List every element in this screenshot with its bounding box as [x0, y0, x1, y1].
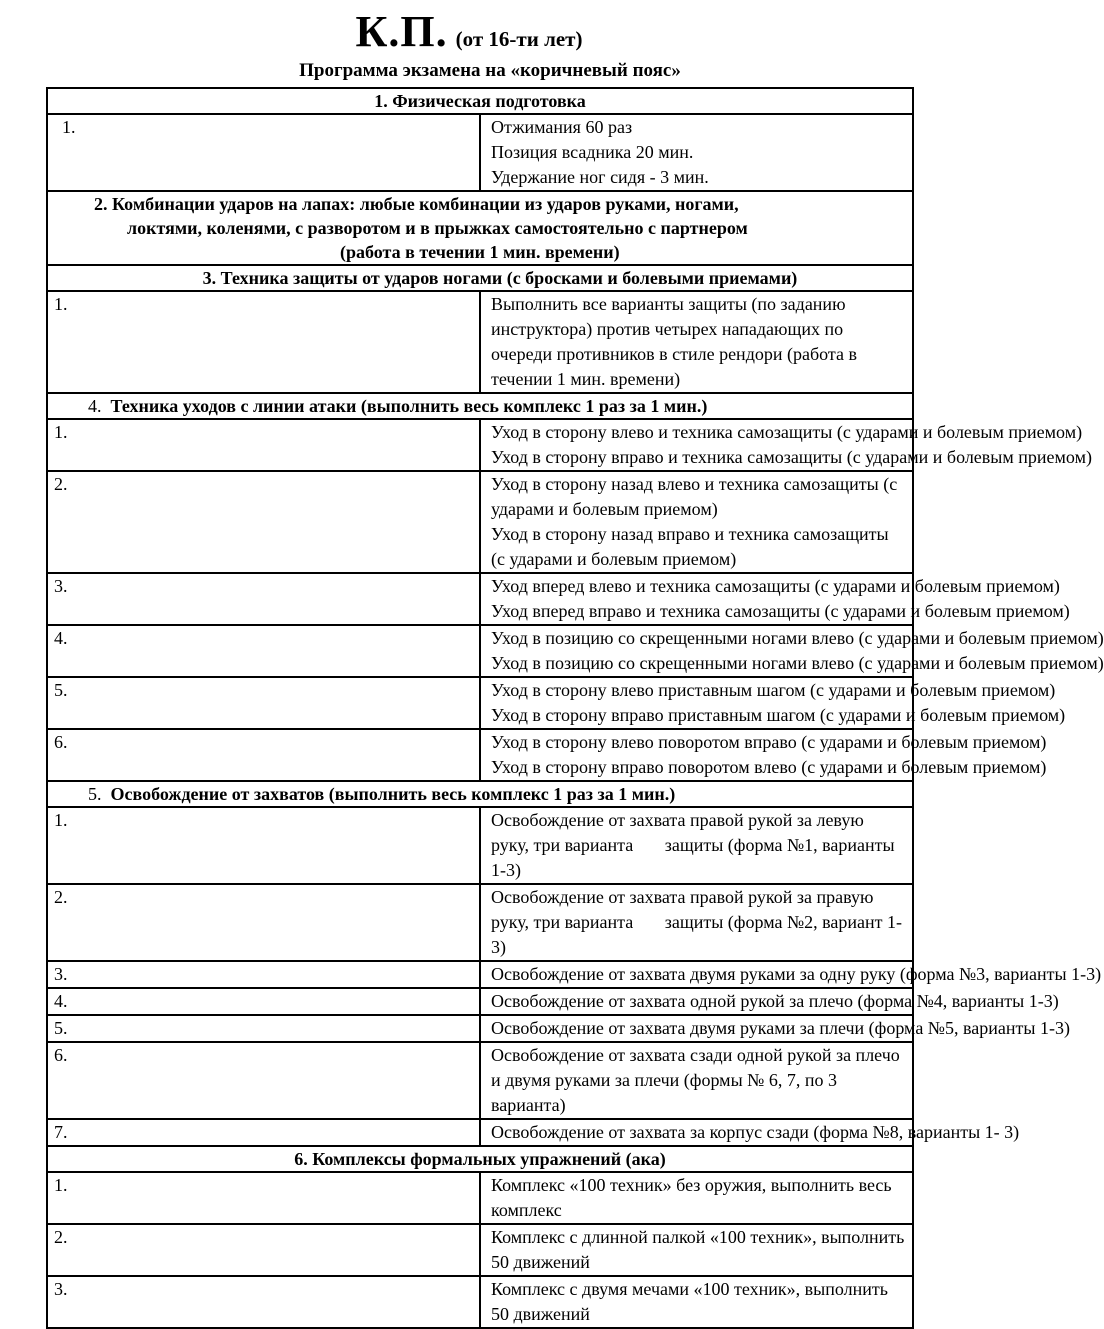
row-number: 3. — [47, 961, 480, 988]
row-text: Комплекс с длинной палкой «100 техник», выполнить 50 движений — [480, 1224, 913, 1276]
section-number: 4. — [88, 396, 102, 416]
section-title — [47, 191, 913, 265]
row-number: 2. — [47, 884, 480, 961]
page-subtitle: Программа экзамена на «коричневый пояс» — [299, 60, 681, 81]
row-number: 1. — [47, 807, 480, 884]
row-text: Освобождение от захвата правой рукой за правую руку, три варианта защиты (форма №2, вариант 1-3) — [480, 884, 913, 961]
table-row — [47, 1119, 913, 1146]
row-line: Позиция всадника 20 мин. — [491, 142, 694, 162]
row-text: Освобождение от захвата правой рукой за левую руку, три варианта защиты (форма №1, варианты 1-3) — [480, 807, 913, 884]
table-row — [47, 625, 913, 677]
section-header — [47, 88, 913, 114]
row-number: 1. — [47, 291, 480, 393]
row-text: Освобождение от захвата двумя руками за плечи (форма №5, варианты 1-3) — [480, 1015, 913, 1042]
table-row — [47, 1172, 913, 1224]
row-text: Комплекс «100 техник» без оружия, выполнить весь комплекс — [480, 1172, 913, 1224]
table-row — [47, 291, 913, 393]
section-title — [47, 393, 913, 419]
row-text: Выполнить все варианты защиты (по заданию инструктора) против четырех нападающих по очереди противников в стиле рендори (работа в течении 1 мин. времени) — [480, 291, 913, 393]
row-text — [480, 625, 1104, 677]
row-number: 5. — [47, 1015, 480, 1042]
row-line: Уход в сторону вправо поворотом влево (с ударами и болевым приемом) — [491, 757, 1047, 777]
section-title: 3. Техника защиты от ударов ногами (с бросками и болевыми приемами) — [47, 265, 913, 291]
row-number: 2. — [47, 471, 480, 573]
row-line: Уход в позицию со скрещенными ногами влево (с ударами и болевым приемом) — [491, 653, 1104, 673]
row-text: Освобождение от захвата сзади одной рукой за плечо и двумя руками за плечи (формы № 6, 7, по 3 варианта) — [480, 1042, 913, 1119]
section-header — [47, 781, 913, 807]
section-header — [47, 265, 913, 291]
row-text: Комплекс с двумя мечами «100 техник», выполнить 50 движений — [480, 1276, 913, 1328]
row-number: 3. — [47, 573, 480, 625]
table-row — [47, 729, 913, 781]
table-row — [47, 573, 913, 625]
row-number: 5. — [47, 677, 480, 729]
section-title-text: Освобождение от захватов (выполнить весь комплекс 1 раз за 1 мин.) — [110, 784, 676, 804]
row-number: 1. — [47, 114, 480, 191]
table-row — [47, 677, 913, 729]
table-row — [47, 988, 913, 1015]
section-title: 1. Физическая подготовка — [47, 88, 913, 114]
table-row — [47, 1015, 913, 1042]
row-text — [480, 573, 1070, 625]
row-number: 6. — [47, 729, 480, 781]
section-title-line: 2. Комбинации ударов на лапах: любые комбинации из ударов руками, ногами, — [94, 194, 739, 214]
section-title — [47, 781, 913, 807]
table-row — [47, 1224, 913, 1276]
table-row — [47, 807, 913, 884]
row-text — [480, 114, 913, 191]
table-row — [47, 114, 913, 191]
row-number: 4. — [47, 625, 480, 677]
row-line: Уход вперед вправо и техника самозащиты (с ударами и болевым приемом) — [491, 601, 1070, 621]
row-text: Освобождение от захвата одной рукой за плечо (форма №4, варианты 1-3) — [480, 988, 913, 1015]
row-text — [480, 471, 913, 573]
section-header — [47, 191, 913, 265]
age-note: (от 16-ти лет) — [455, 27, 583, 51]
row-number: 7. — [47, 1119, 480, 1146]
row-line: Уход в сторону вправо и техника самозащиты (с ударами и болевым приемом) — [491, 447, 1092, 467]
row-number: 2. — [47, 1224, 480, 1276]
row-line: Уход в сторону влево поворотом вправо (с ударами и болевым приемом) — [491, 732, 1047, 752]
row-text: Освобождение от захвата двумя руками за одну руку (форма №3, варианты 1-3) — [480, 961, 913, 988]
row-line: Уход в сторону назад вправо и техника самозащиты (с ударами и болевым приемом) — [491, 524, 889, 569]
table-row — [47, 419, 913, 471]
row-line: Уход в сторону влево и техника самозащиты (с ударами и болевым приемом) — [491, 422, 1083, 442]
row-line: Уход в сторону влево приставным шагом (с ударами и болевым приемом) — [491, 680, 1056, 700]
row-number: 1. — [47, 1172, 480, 1224]
row-line: Уход в сторону назад влево и техника самозащиты (с ударами и болевым приемом) — [491, 474, 898, 519]
section-header — [47, 393, 913, 419]
row-number: 6. — [47, 1042, 480, 1119]
section-title-line: (работа в течении 1 мин. времени) — [340, 242, 620, 262]
row-number: 4. — [47, 988, 480, 1015]
table-row — [47, 471, 913, 573]
row-line: Уход в сторону вправо приставным шагом (с ударами и болевым приемом) — [491, 705, 1066, 725]
row-number: 1. — [47, 419, 480, 471]
row-line: Уход в позицию со скрещенными ногами влево (с ударами и болевым приемом) — [491, 628, 1104, 648]
table-row — [47, 1276, 913, 1328]
row-line: Уход вперед влево и техника самозащиты (с ударами и болевым приемом) — [491, 576, 1060, 596]
page-title: К.П. — [355, 7, 448, 56]
page-header — [0, 6, 938, 57]
section-title-text: Техника уходов с линии атаки (выполнить весь комплекс 1 раз за 1 мин.) — [110, 396, 708, 416]
exam-program-table — [46, 87, 1104, 1329]
section-title: 6. Комплексы формальных упражнений (ака) — [47, 1146, 913, 1172]
section-header — [47, 1146, 913, 1172]
table-row — [47, 961, 913, 988]
row-text — [480, 729, 1047, 781]
table-row — [47, 884, 913, 961]
table-row — [47, 1042, 913, 1119]
row-line: Отжимания 60 раз — [491, 117, 633, 137]
row-text — [480, 677, 1066, 729]
row-line: Удержание ног сидя - 3 мин. — [491, 167, 709, 187]
section-title-line: локтями, коленями, с разворотом и в прыжках самостоятельно с партнером — [127, 218, 748, 238]
row-text: Освобождение от захвата за корпус сзади (форма №8, варианты 1- 3) — [480, 1119, 913, 1146]
row-text — [480, 419, 1092, 471]
row-number: 3. — [47, 1276, 480, 1328]
section-number: 5. — [88, 784, 102, 804]
